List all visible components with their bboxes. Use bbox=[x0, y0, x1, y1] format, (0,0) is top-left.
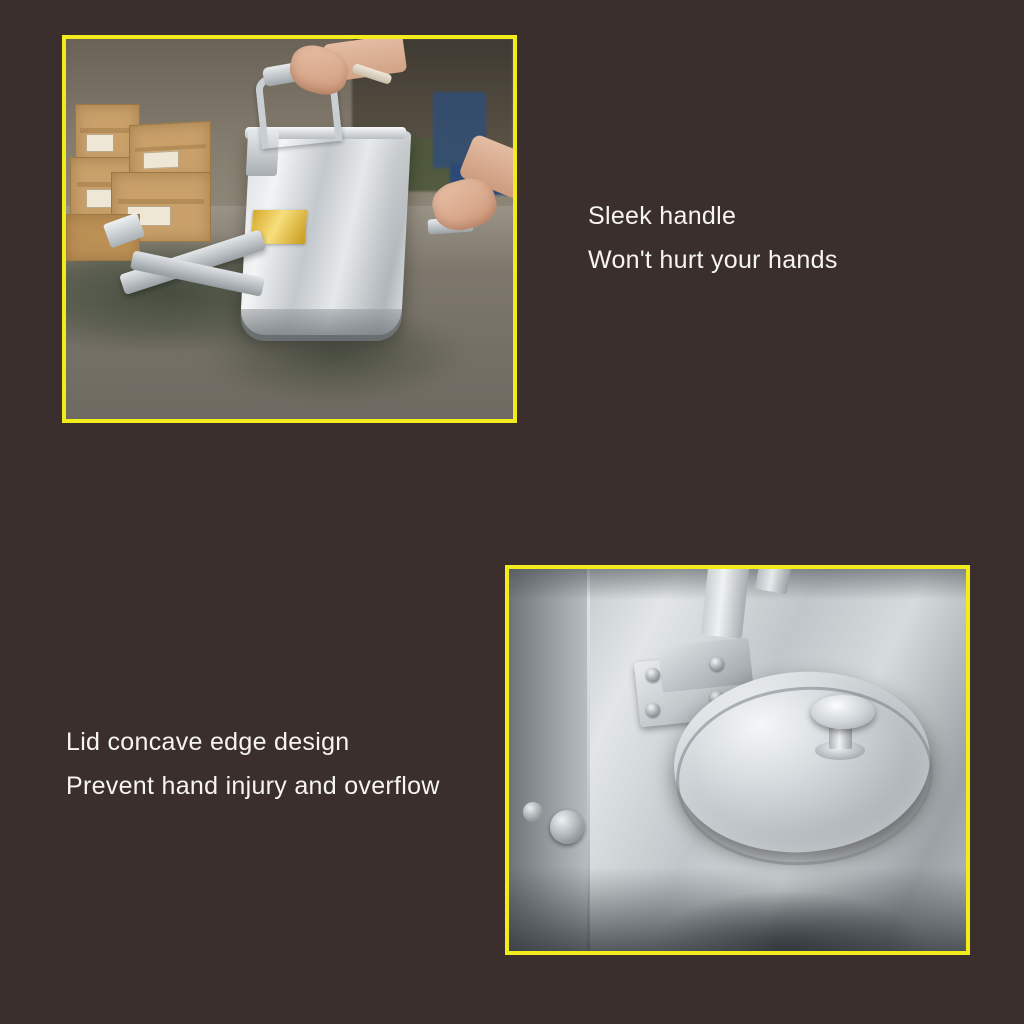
handle-caption-line-1: Sleek handle bbox=[588, 202, 737, 230]
bottom-shadow bbox=[509, 867, 966, 951]
side-rivet bbox=[550, 810, 584, 844]
lid-caption-line-2: Prevent hand injury and overflow bbox=[66, 772, 440, 800]
handle-photo-image bbox=[66, 39, 513, 419]
hinge-plate-upper bbox=[658, 637, 754, 692]
lid-caption bbox=[66, 720, 440, 808]
handle-caption-line-2: Won't hurt your hands bbox=[588, 246, 838, 274]
handle-photo-panel bbox=[62, 35, 517, 423]
lid-knob bbox=[811, 695, 875, 729]
lid-caption-line-1: Lid concave edge design bbox=[66, 728, 350, 756]
handle-caption bbox=[588, 194, 838, 282]
rivet bbox=[646, 703, 660, 717]
lid-photo-image bbox=[509, 569, 966, 951]
lid-photo-panel bbox=[505, 565, 970, 955]
side-rivet-small bbox=[523, 802, 543, 822]
rivet bbox=[710, 657, 724, 671]
